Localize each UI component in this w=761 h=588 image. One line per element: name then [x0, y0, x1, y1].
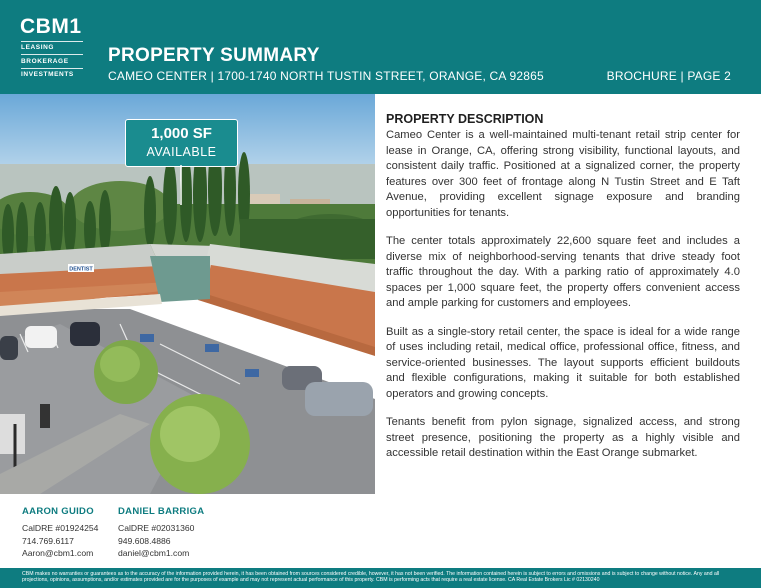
description-paragraph: Built as a single-story retail center, the space is ideal for a wide range of uses including retail, medical office, professional office, fitness, and service-oriented businesses. The layout supports efficient buildouts and flexible configurations, making it suitable for both established operators and growing concepts.: [386, 325, 740, 400]
logo-line-leasing: LEASING: [21, 44, 55, 51]
logo-divider: [21, 54, 83, 55]
description-paragraph: Tenants benefit from pylon signage, signalized access, and strong street presence, positioning the property as a highly visible and accessible retail destination within the East Orange submarket.: [386, 416, 740, 459]
legal-disclaimer: CBM makes no warranties or guarantees as to the accuracy of the information provided herein, it has been obtained from sources considered credible, however, it has not been verified. The information contained herein is subject to errors and omissions and is subject to change without notice. Any and all projections, opinions, assumptions, and/or estimates provided are for the purposes of example and may not represent actual performance of this property. CBM is performing acts that require a real estate license. CA Real Estate Brokers Lic # 02130240: [22, 571, 720, 584]
logo-divider: [21, 41, 83, 42]
page-label: BROCHURE | PAGE 2: [606, 69, 731, 83]
contact-aaron-guido: [22, 506, 98, 559]
badge-pointer-line: [179, 165, 183, 205]
contact-license: CalDRE #01924254: [22, 523, 99, 534]
dentist-sign-text: DENTIST: [69, 266, 93, 273]
description-paragraph: Cameo Center is a well-maintained multi-tenant retail strip center for lease in Orange, CA, offering strong visibility, functional layouts, and consistent daily traffic. Positioned at a signalized corner, the property features over 300 feet of frontage along N Tustin Street and E Taft Avenue, providing excellent signage exposure and branding opportunities for tenants.: [386, 129, 740, 219]
contact-phone[interactable]: 714.769.6117: [22, 535, 74, 546]
page-title: PROPERTY SUMMARY: [108, 45, 320, 66]
contact-email[interactable]: Aaron@cbm1.com: [22, 547, 94, 558]
contact-license: CalDRE #02031360: [118, 523, 195, 534]
logo-divider: [21, 68, 83, 69]
availability-status: AVAILABLE: [146, 145, 217, 159]
availability-badge: [125, 119, 238, 167]
cbm1-logo[interactable]: [18, 13, 90, 83]
contact-name: DANIEL BARRIGA: [118, 506, 205, 517]
description-heading: PROPERTY DESCRIPTION: [386, 112, 544, 126]
contact-email[interactable]: daniel@cbm1.com: [118, 547, 190, 558]
footer-bar: [0, 568, 761, 588]
header-bar: [0, 0, 761, 94]
logo-line-brokerage: BROKERAGE: [21, 58, 69, 65]
available-size: 1,000 SF: [151, 125, 212, 142]
logo-wordmark: CBM1: [20, 15, 82, 38]
property-description: [386, 112, 740, 475]
contact-daniel-barriga: [118, 506, 204, 559]
description-paragraph: The center totals approximately 22,600 square feet and includes a diverse mix of neighborhood-serving tenants that drive steady foot traffic throughout the day. With a parking ratio of approximately 4.0 spaces per 1,000 square feet, the property offers convenient access and ample parking for customers and employees.: [386, 235, 740, 309]
logo-line-investments: INVESTMENTS: [21, 71, 74, 78]
contact-name: AARON GUIDO: [22, 506, 94, 517]
contact-phone[interactable]: 949.608.4886: [118, 535, 171, 546]
property-address: CAMEO CENTER | 1700-1740 NORTH TUSTIN STREET, ORANGE, CA 92865: [108, 69, 544, 83]
